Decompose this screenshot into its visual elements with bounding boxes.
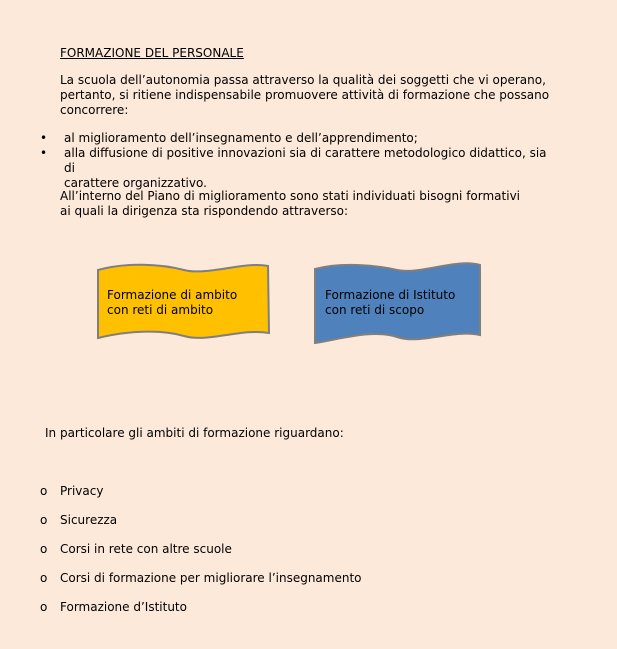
goal-line: al miglioramento dell’insegnamento e dell’apprendimento; <box>64 131 418 145</box>
goals-list <box>40 131 560 191</box>
bullet-icon: • <box>40 131 48 145</box>
area-item <box>40 600 362 629</box>
area-item <box>40 542 362 571</box>
intro-paragraph <box>60 73 550 118</box>
circle-bullet-icon: o <box>40 484 48 498</box>
section-title: FORMAZIONE DEL PERSONALE <box>60 46 244 60</box>
plan-line: All’interno del Piano di miglioramento sono stati individuati bisogni formativi <box>60 189 521 203</box>
circle-bullet-icon: o <box>40 571 48 585</box>
shape-label <box>325 288 455 318</box>
goal-item <box>40 131 560 146</box>
goal-line: carattere organizzativo. <box>64 176 207 190</box>
wave-shape-istituto <box>313 257 483 349</box>
area-label: Sicurezza <box>60 513 118 527</box>
intro-line: La scuola dell’autonomia passa attraverso la qualità dei soggetti che vi operano, <box>60 73 546 87</box>
area-item <box>40 513 362 542</box>
intro-line: pertanto, si ritiene indispensabile promuovere attività di formazione che possano <box>60 88 550 102</box>
plan-paragraph <box>60 189 550 219</box>
shape-label-line: con reti di scopo <box>325 303 425 317</box>
circle-bullet-icon: o <box>40 600 48 614</box>
area-label: Formazione d’Istituto <box>60 600 187 614</box>
wave-shape-ambito <box>96 260 272 346</box>
circle-bullet-icon: o <box>40 542 48 556</box>
area-item <box>40 484 362 513</box>
intro-line: concorrere: <box>60 103 129 117</box>
area-item <box>40 571 362 600</box>
circle-bullet-icon: o <box>40 513 48 527</box>
goal-line: alla diffusione di positive innovazioni sia di carattere metodologico didattico, sia di <box>64 146 547 175</box>
areas-list <box>40 484 362 629</box>
shape-label-line: Formazione di ambito <box>107 288 238 302</box>
areas-intro: In particolare gli ambiti di formazione riguardano: <box>45 426 344 440</box>
shape-label-line: con reti di ambito <box>107 303 214 317</box>
shape-label-line: Formazione di Istituto <box>325 288 456 302</box>
goal-item <box>40 146 560 191</box>
area-label: Corsi in rete con altre scuole <box>60 542 232 556</box>
bullet-icon: • <box>40 146 48 160</box>
area-label: Privacy <box>60 484 104 498</box>
area-label: Corsi di formazione per migliorare l’insegnamento <box>60 571 362 585</box>
plan-line: ai quali la dirigenza sta rispondendo attraverso: <box>60 204 349 218</box>
shape-label <box>107 288 237 318</box>
